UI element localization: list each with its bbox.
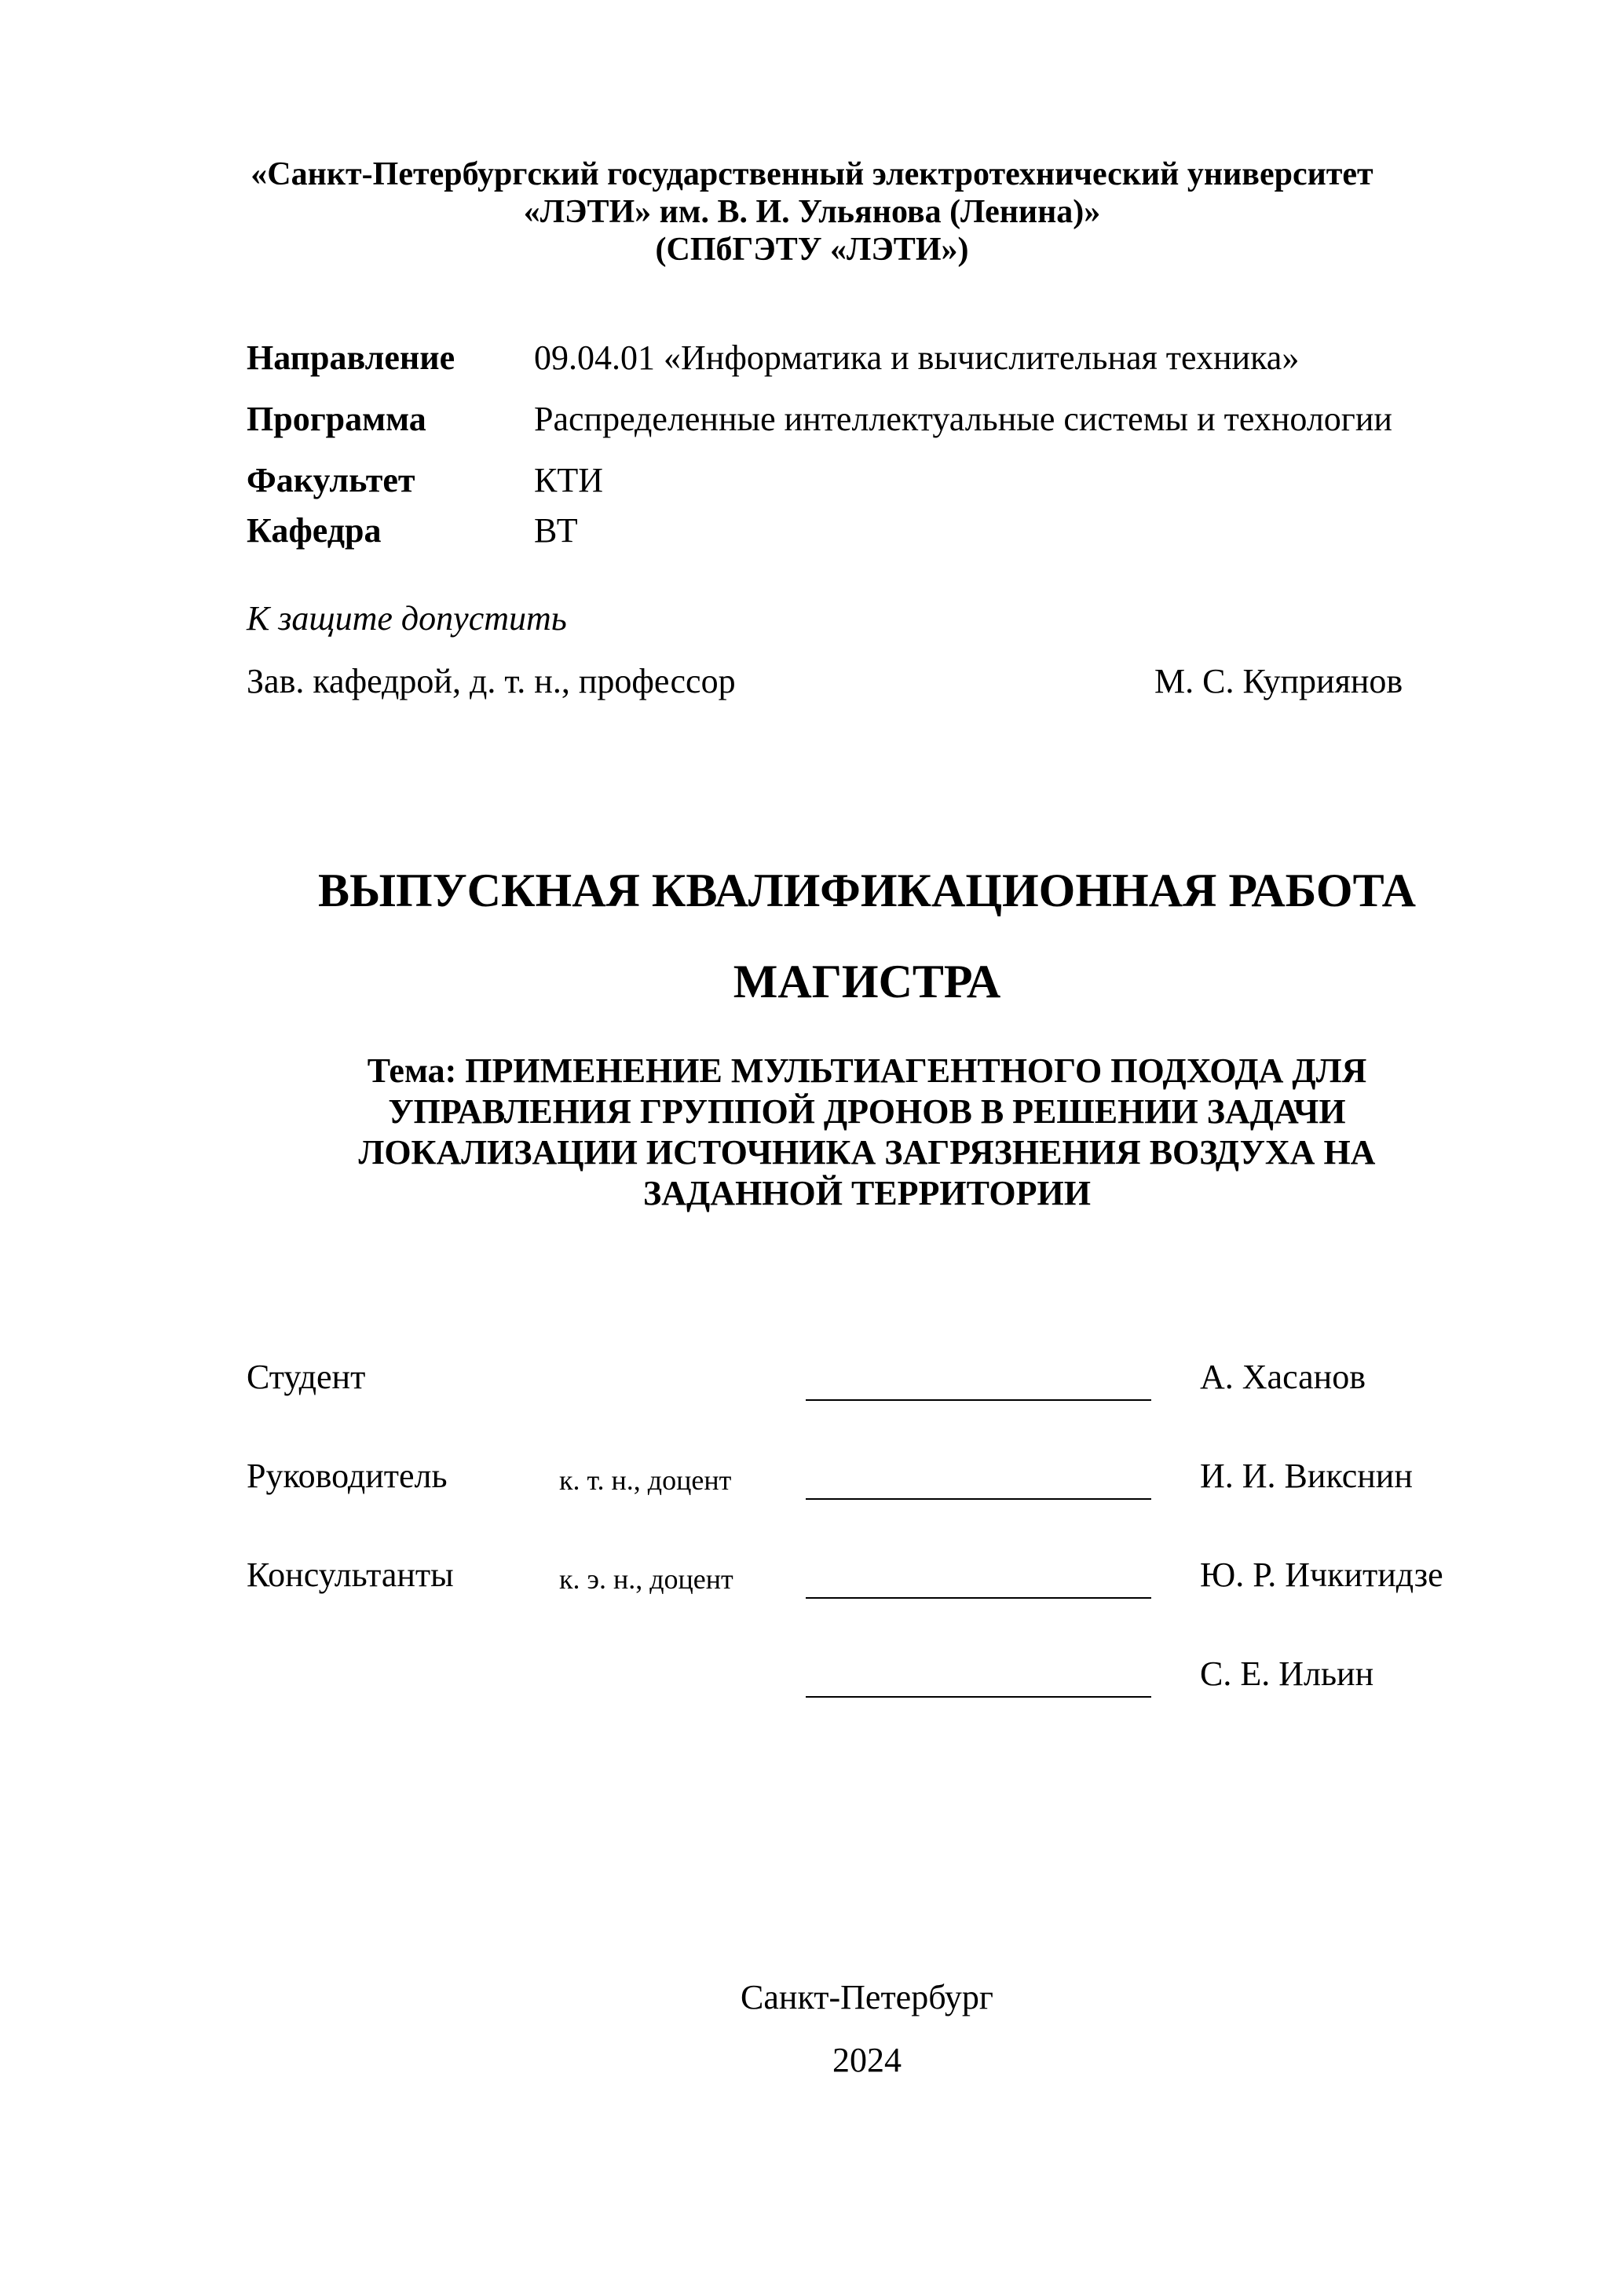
supervisor-degree: к. т. н., доцент [559,1464,732,1496]
department-head-position: Зав. кафедрой, д. т. н., профессор [247,662,736,700]
faculty-value: КТИ [534,461,603,499]
university-name-line1: «Санкт-Петербургский государственный электротехнический университет [251,156,1373,192]
theme-line2: УПРАВЛЕНИЯ ГРУППОЙ ДРОНОВ В РЕШЕНИИ ЗАДАЧИ [388,1092,1346,1131]
info-row-direction [247,336,1503,397]
student-role: Студент [247,1358,366,1396]
work-title-line2: МАГИСТРА [733,956,1001,1007]
consultant-degree: к. э. н., доцент [559,1563,733,1595]
signatures-block [247,1357,1519,1753]
work-title [0,845,1624,1027]
program-value: Распределенные интеллектуальные системы и технологии [534,400,1392,438]
signature-row-supervisor [247,1456,1519,1555]
direction-value: 09.04.01 «Информатика и вычислительная техника» [534,338,1300,377]
consultants-role: Консультанты [247,1556,454,1594]
theme-line1: Тема: ПРИМЕНЕНИЕ МУЛЬТИАГЕНТНОГО ПОДХОДА ДЛЯ [367,1051,1367,1090]
consultant-2-name: С. Е. Ильин [1200,1654,1374,1693]
theme-line3: ЛОКАЛИЗАЦИИ ИСТОЧНИКА ЗАГРЯЗНЕНИЯ ВОЗДУХА НА [358,1133,1376,1172]
signature-line [806,1597,1151,1599]
signature-line [806,1498,1151,1500]
department-value: ВТ [534,511,578,550]
university-abbreviation: (СПбГЭТУ «ЛЭТИ») [655,232,969,268]
info-row-program [247,397,1503,459]
direction-label: Направление [247,338,455,377]
thesis-theme [0,1051,1624,1214]
signature-row-student [247,1357,1519,1456]
faculty-label: Факультет [247,461,415,499]
city: Санкт-Петербург [741,1978,993,2016]
program-label: Программа [247,400,426,438]
university-header [0,155,1624,269]
signature-row-consultant-2 [247,1654,1519,1753]
department-label: Кафедра [247,511,382,550]
info-row-department [247,509,1503,570]
student-name: А. Хасанов [1200,1358,1366,1396]
theme-line4: ЗАДАННОЙ ТЕРРИТОРИИ [643,1174,1091,1212]
supervisor-role: Руководитель [247,1457,448,1495]
consultant-1-name: Ю. Р. Ичкитидзе [1200,1556,1443,1594]
department-head-name: М. С. Куприянов [1154,662,1403,700]
university-name-line2: «ЛЭТИ» им. В. И. Ульянова (Ленина)» [523,194,1101,230]
footer [0,1966,1624,2092]
admission-label: К защите допустить [247,599,567,638]
year: 2024 [832,2041,902,2079]
supervisor-name: И. И. Викснин [1200,1457,1413,1495]
work-title-line1: ВЫПУСКНАЯ КВАЛИФИКАЦИОННАЯ РАБОТА [318,865,1416,916]
info-row-faculty [247,459,1503,509]
signature-line [806,1399,1151,1401]
signature-row-consultant-1 [247,1555,1519,1654]
signature-line [806,1696,1151,1698]
program-info [247,336,1503,570]
